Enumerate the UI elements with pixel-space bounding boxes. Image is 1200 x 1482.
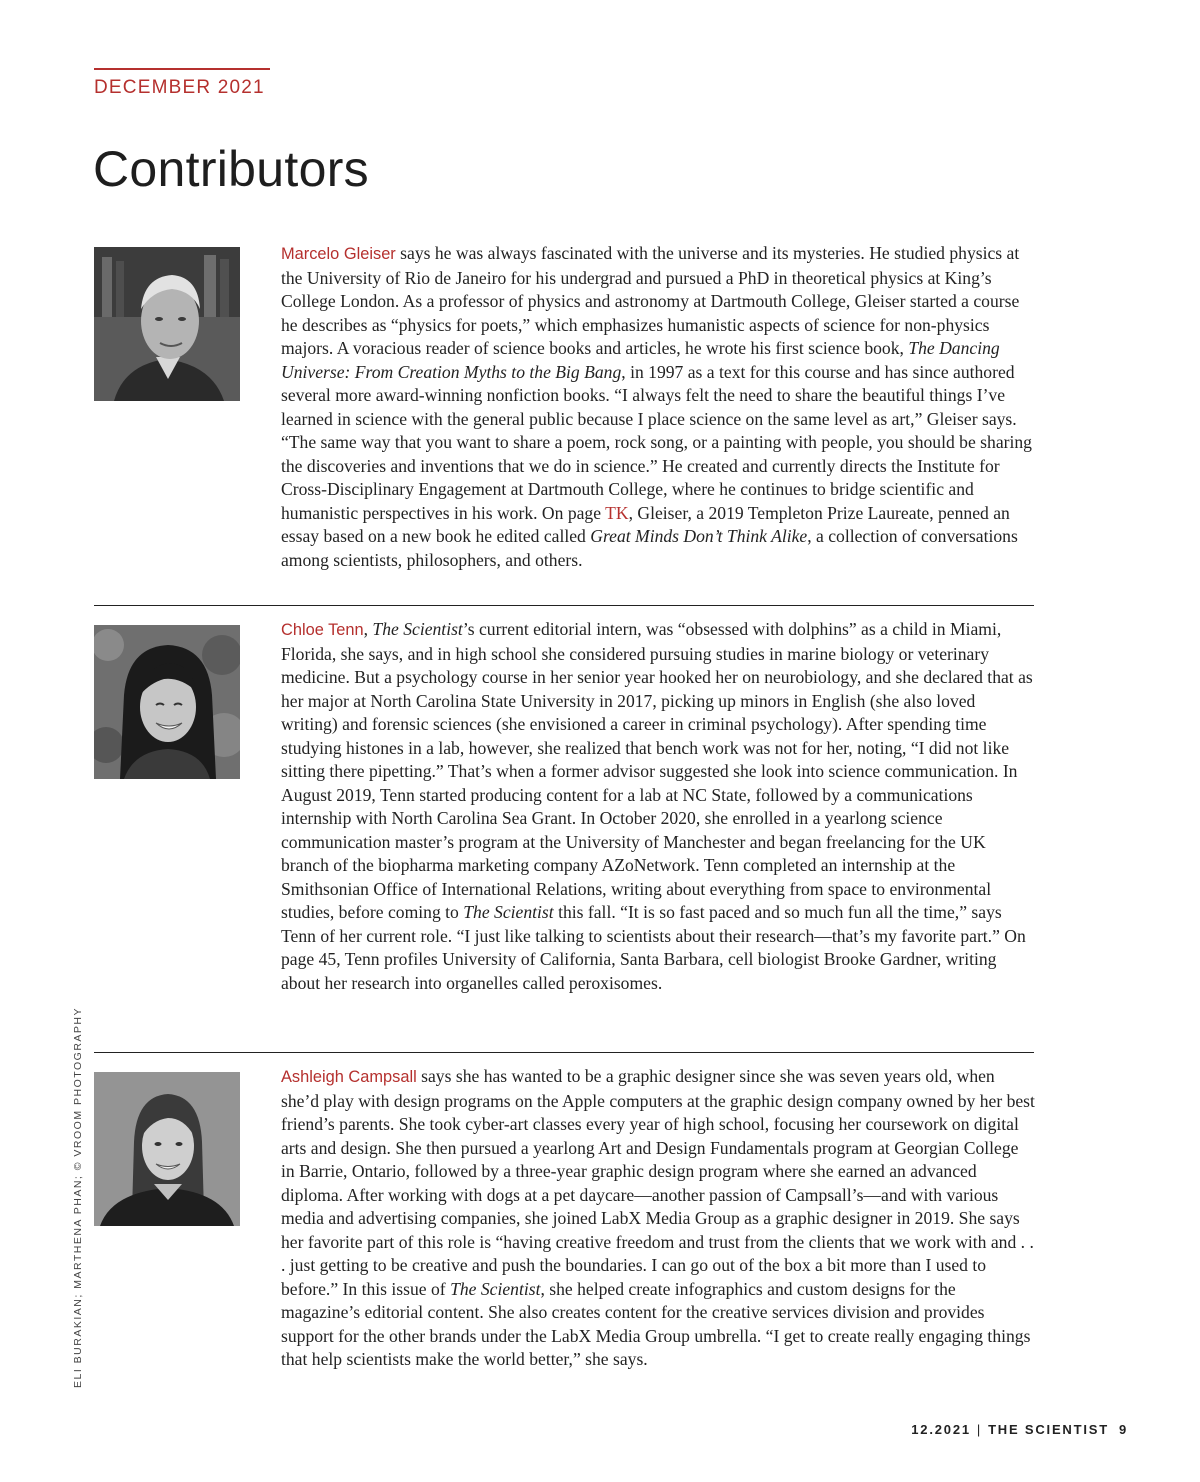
contributor-photo-tenn xyxy=(94,625,240,779)
page-number: 9 xyxy=(1118,1422,1128,1437)
footer-issue: 12.2021 xyxy=(911,1422,971,1437)
portrait-image xyxy=(94,1072,240,1226)
photo-credit: ELI BURAKIAN; MARTHENA PHAN; © VROOM PHOTOGRAPHY xyxy=(72,1007,84,1388)
contributor-bio-campsall: Ashleigh Campsall says she has wanted to be a graphic designer since she was seven years old, when she’d play with design programs on the Apple computers at the graphic design company owned by her best friend’s parents. She took cyber-art classes every year of high school, focusing her coursework on digital arts and design. She then pursued a yearlong Art and Design Fundamentals program at Georgian College in Barrie, Ontario, followed by a three-year graphic design program where she earned an advanced diploma. After working with dogs at a pet daycare—another passion of Campsall’s—and with various media and advertising companies, she joined LabX Media Group as a graphic designer in 2019. She says her favorite part of this role is “having creative freedom and trust from the clients that we work with and . . . just getting to be creative and push the boundaries. I can go out of the box a bit more than I used to before.” In this issue of The Scientist, she helped create infographics and custom designs for the magazine’s editorial content. She also creates content for the creative services division and provides support for the other brands under the LabX Media Group umbrella. “I get to create really engaging things that help scientists make the world better,” she says. xyxy=(281,1066,1035,1369)
contributor-photo-campsall xyxy=(94,1072,240,1226)
contributor-name[interactable]: Marcelo Gleiser xyxy=(281,245,396,263)
portrait-image xyxy=(94,625,240,779)
contributor-name[interactable]: Chloe Tenn xyxy=(281,621,364,639)
contributor-photo-gleiser xyxy=(94,247,240,401)
section-divider xyxy=(94,605,1034,606)
contributor-bio-gleiser: Marcelo Gleiser says he was always fascinated with the universe and its mysteries. He studied physics at the University of Rio de Janeiro for his undergrad and pursued a PhD in theoretical physics at King’s College London. As a professor of physics and astronomy at Dartmouth College, Gleiser started a course he describes as “physics for poets,” which emphasizes humanistic aspects of science for non-physics majors. A voracious reader of science books and articles, he wrote his first science book, The Dancing Universe: From Creation Myths to the Big Bang, in 1997 as a text for this course and has since authored several more award-winning nonfiction books. “I always felt the need to share the beautiful things I’ve learned in science with the general public because I place science on the same level as art,” Gleiser says. “The same way that you want to share a poem, rock song, or a painting with people, you should be sharing the discoveries and inventions that we do in science.” He created and currently directs the Institute for Cross-Disciplinary Engagement at Dartmouth College, where he continues to bridge scientific and humanistic perspectives in his work. On page TK, Gleiser, a 2019 Templeton Prize Laureate, penned an essay based on a new book he edited called Great Minds Don’t Think Alike, a collection of conversations among scientists, philosophers, and others. xyxy=(281,243,1032,570)
footer-magazine-name: THE SCIENTIST xyxy=(988,1422,1109,1437)
page-title: Contributors xyxy=(93,141,369,197)
portrait-image xyxy=(94,247,240,401)
contributor-bio-tenn: Chloe Tenn, The Scientist’s current editorial intern, was “obsessed with dolphins” as a child in Miami, Florida, she says, and in high school she considered pursuing studies in marine biology or veterinary medicine. But a psychology course in her senior year hooked her on neurobiology, and she declared that as her major at North Carolina State University in 2017, picking up minors in English (she also loved writing) and forensic sciences (she envisioned a career in criminal psychology). After spending time studying histones in a lab, however, she realized that bench work was not for her, noting, “I did not like sitting there pipetting.” That’s when a former advisor suggested she look into science communication. In August 2019, Tenn started producing content for a lab at NC State, followed by a communications internship with North Carolina Sea Grant. In October 2020, she enrolled in a yearlong science communication master’s program at the University of Manchester and began freelancing for the UK branch of the biopharma marketing company AZoNetwork. Tenn completed an internship at the Smithsonian Office of International Relations, writing about everything from space to environmental studies, before coming to The Scientist this fall. “It is so fast paced and so much fun all the time,” says Tenn of her current role. “I just like talking to scientists about their research—that’s my favorite part.” On page 45, Tenn profiles University of California, Santa Barbara, cell biologist Brooke Gardner, writing about her research into organelles called peroxisomes. xyxy=(281,619,1033,993)
page-footer xyxy=(911,1422,1128,1437)
section-divider xyxy=(94,1052,1034,1053)
issue-date-rule xyxy=(94,68,270,70)
contributor-name[interactable]: Ashleigh Campsall xyxy=(281,1068,417,1086)
footer-separator: | xyxy=(976,1422,983,1437)
page-reference-link[interactable]: TK xyxy=(605,502,629,523)
issue-date: DECEMBER 2021 xyxy=(94,77,265,98)
